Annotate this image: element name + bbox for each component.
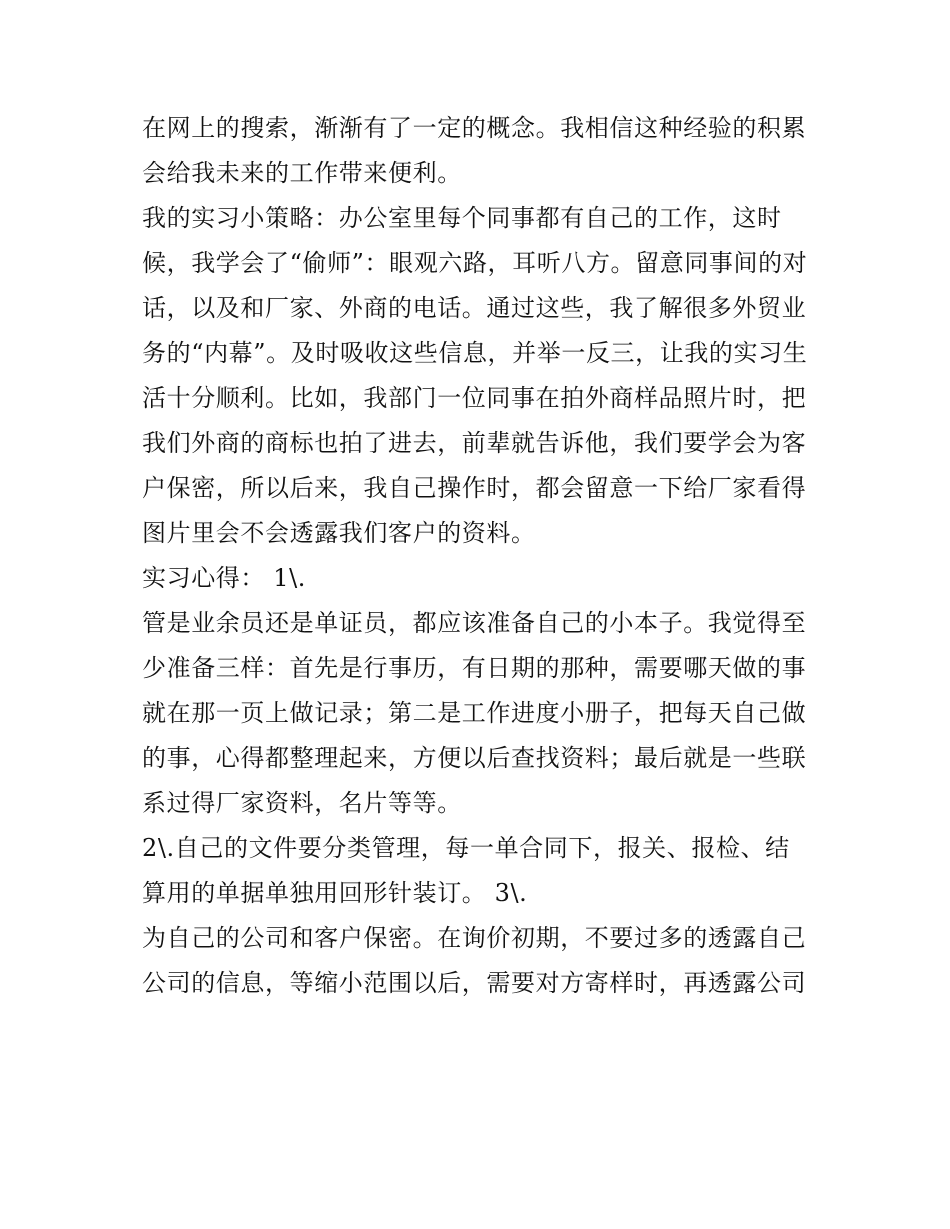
text-line: 务的“内幕”。及时吸收这些信息，并举一反三，让我的实习生 bbox=[142, 339, 808, 367]
text-line: 少准备三样：首先是行事历，有日期的那种，需要哪天做的事 bbox=[142, 654, 807, 682]
text-line: 我们外商的商标也拍了进去，前辈就告诉他，我们要学会为客 bbox=[142, 429, 807, 457]
text-line: 算用的单据单独用回形针装订。 3\. bbox=[142, 879, 528, 907]
text-line: 会给我未来的工作带来便利。 bbox=[142, 159, 462, 187]
text-line: 管是业余员还是单证员，都应该准备自己的小本子。我觉得至 bbox=[142, 609, 807, 637]
text-line: 话，以及和厂家、外商的电话。通过这些，我了解很多外贸业 bbox=[142, 294, 807, 322]
text-line: 我的实习小策略：办公室里每个同事都有自己的工作，这时 bbox=[142, 204, 782, 232]
text-line: 就在那一页上做记录；第二是工作进度小册子，把每天自己做 bbox=[142, 699, 807, 727]
text-line: 系过得厂家资料，名片等等。 bbox=[142, 789, 462, 817]
text-line: 活十分顺利。比如，我部门一位同事在拍外商样品照片时，把 bbox=[142, 384, 807, 412]
text-line: 图片里会不会透露我们客户的资料。 bbox=[142, 519, 536, 547]
text-line: 2\.自己的文件要分类管理，每一单合同下，报关、报检、结 bbox=[142, 834, 790, 862]
text-line: 在网上的搜索，渐渐有了一定的概念。我相信这种经验的积累 bbox=[142, 114, 807, 142]
text-line: 候，我学会了“偷师”：眼观六路，耳听八方。留意同事间的对 bbox=[142, 249, 808, 277]
text-line: 公司的信息，等缩小范围以后，需要对方寄样时，再透露公司 bbox=[142, 969, 807, 997]
text-line: 实习心得： 1\. bbox=[142, 564, 307, 592]
text-line: 的事，心得都整理起来，方便以后查找资料；最后就是一些联 bbox=[142, 744, 807, 772]
document-body bbox=[142, 106, 822, 1006]
text-line: 为自己的公司和客户保密。在询价初期，不要过多的透露自己 bbox=[142, 924, 807, 952]
text-line: 户保密，所以后来，我自己操作时，都会留意一下给厂家看得 bbox=[142, 474, 807, 502]
